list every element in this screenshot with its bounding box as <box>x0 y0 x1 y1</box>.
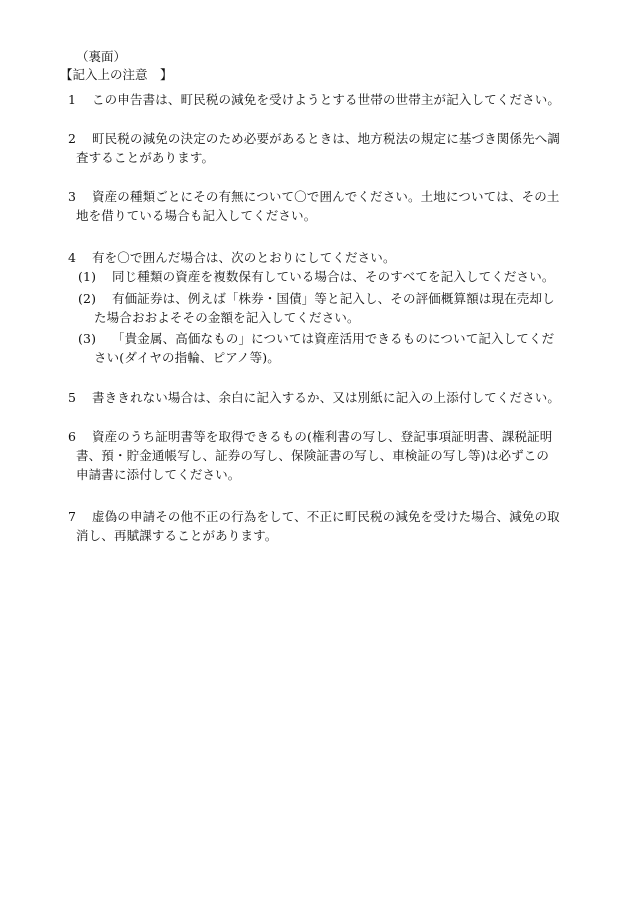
note-text: 書ききれない場合は、余白に記入するか、又は別紙に記入の上添付してください。 <box>92 390 561 405</box>
subitem-number: (1) <box>78 269 97 284</box>
note-6-continuation: 書、預・貯金通帳写し、証券の写し、保険証書の写し、車検証の写し等)は必ずこの <box>76 448 550 463</box>
note-number: 2 <box>68 131 77 146</box>
note-number: 7 <box>68 509 77 524</box>
subitem-number: (2) <box>78 291 97 306</box>
note-4 <box>68 249 396 267</box>
note-4-subitem-1 <box>78 268 555 286</box>
subitem-number: (3) <box>78 331 97 346</box>
note-5 <box>68 389 560 407</box>
subitem-text: 同じ種類の資産を複数保有している場合は、そのすべてを記入してください。 <box>112 269 555 284</box>
note-4-subitem-2-continuation: た場合おおよそその金額を記入してください。 <box>94 310 360 325</box>
note-6 <box>68 428 552 446</box>
note-4-subitem-3 <box>78 330 554 348</box>
note-7 <box>68 508 560 526</box>
notes-heading: 【記入上の注意 】 <box>60 67 173 82</box>
note-text: 有を〇で囲んだ場合は、次のとおりにしてください。 <box>92 250 396 265</box>
subitem-text: 「貴金属、高価なもの」については資産活用できるものについて記入してくだ <box>112 331 555 346</box>
note-4-subitem-3-continuation: さい(ダイヤの指輪、ピアノ等)。 <box>94 350 280 365</box>
note-text: 資産のうち証明書等を取得できるもの(権利書の写し、登記事項証明書、課税証明 <box>92 429 553 444</box>
note-text: この申告書は、町民税の減免を受けようとする世帯の世帯主が記入してください。 <box>92 92 561 107</box>
note-text: 町民税の減免の決定のため必要があるときは、地方税法の規定に基づき関係先へ調 <box>92 131 561 146</box>
note-number: 3 <box>68 189 77 204</box>
note-text: 虚偽の申請その他不正の行為をして、不正に町民税の減免を受けた場合、減免の取 <box>92 509 560 524</box>
note-number: 6 <box>68 429 77 444</box>
note-number: 5 <box>68 390 77 405</box>
note-2 <box>68 130 560 148</box>
note-7-continuation: 消し、再賦課することがあります。 <box>76 528 278 543</box>
note-number: 1 <box>68 92 77 107</box>
note-number: 4 <box>68 250 77 265</box>
note-2-continuation: 査することがあります。 <box>76 150 215 165</box>
note-1 <box>68 91 560 109</box>
note-6-continuation: 申請書に添付してください。 <box>76 467 241 482</box>
note-3-continuation: 地を借りている場合も記入してください。 <box>76 208 317 223</box>
side-label: （裏面） <box>76 49 127 64</box>
note-4-subitem-2 <box>78 290 555 308</box>
note-text: 資産の種類ごとにその有無について〇で囲んでください。土地については、その土 <box>92 189 560 204</box>
note-3 <box>68 188 560 206</box>
subitem-text: 有価証券は、例えば「株券・国債」等と記入し、その評価概算額は現在売却し <box>112 291 555 306</box>
